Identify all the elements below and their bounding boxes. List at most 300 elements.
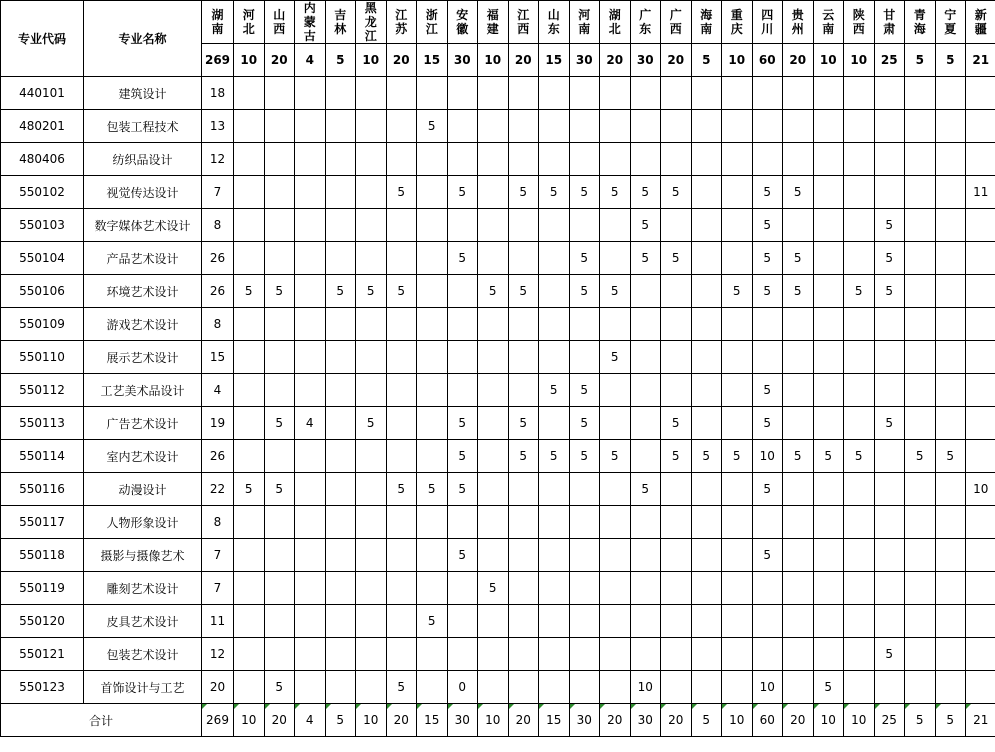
quota-cell xyxy=(386,77,417,110)
quota-cell: 7 xyxy=(202,572,234,605)
table-row xyxy=(1,572,995,605)
quota-cell xyxy=(691,605,722,638)
table-row xyxy=(1,539,995,572)
quota-cell xyxy=(417,506,448,539)
quota-cell xyxy=(478,176,509,209)
quota-cell: 5 xyxy=(569,176,600,209)
quota-cell xyxy=(356,473,387,506)
quota-cell: 4 xyxy=(202,374,234,407)
quota-cell: 5 xyxy=(417,473,448,506)
quota-cell xyxy=(844,539,875,572)
quota-cell xyxy=(874,506,905,539)
major-code-cell: 550114 xyxy=(1,440,84,473)
major-name-cell: 游戏艺术设计 xyxy=(84,308,202,341)
quota-cell xyxy=(783,671,814,704)
quota-cell xyxy=(295,539,326,572)
quota-cell xyxy=(966,671,995,704)
quota-cell xyxy=(935,275,966,308)
quota-cell xyxy=(966,605,995,638)
quota-cell xyxy=(874,440,905,473)
quota-cell xyxy=(874,308,905,341)
quota-cell xyxy=(630,275,661,308)
quota-cell: 5 xyxy=(752,275,783,308)
quota-cell: 10 xyxy=(966,473,995,506)
total-cell: 10 xyxy=(844,704,875,737)
quota-cell xyxy=(844,638,875,671)
quota-cell: 5 xyxy=(600,341,631,374)
quota-cell: 5 xyxy=(630,209,661,242)
total-cell: 269 xyxy=(202,704,234,737)
quota-cell xyxy=(295,473,326,506)
quota-cell: 5 xyxy=(630,473,661,506)
quota-cell xyxy=(600,539,631,572)
quota-cell: 7 xyxy=(202,539,234,572)
quota-cell xyxy=(905,176,936,209)
quota-cell xyxy=(661,671,692,704)
quota-cell: 5 xyxy=(234,275,265,308)
quota-cell xyxy=(966,242,995,275)
quota-cell xyxy=(722,638,753,671)
quota-cell xyxy=(295,77,326,110)
quota-cell xyxy=(874,374,905,407)
quota-cell xyxy=(783,638,814,671)
quota-cell: 5 xyxy=(569,407,600,440)
total-cell: 21 xyxy=(966,704,995,737)
quota-cell xyxy=(783,308,814,341)
quota-cell xyxy=(417,209,448,242)
major-name-cell: 包装工程技术 xyxy=(84,110,202,143)
quota-cell xyxy=(661,275,692,308)
quota-cell xyxy=(478,671,509,704)
quota-cell xyxy=(935,242,966,275)
quota-cell xyxy=(966,143,995,176)
quota-cell xyxy=(539,638,570,671)
province-quota: 60 xyxy=(752,44,783,77)
province-quota: 20 xyxy=(264,44,295,77)
province-header: 江 西 xyxy=(508,1,539,44)
province-quota: 20 xyxy=(508,44,539,77)
quota-cell xyxy=(417,77,448,110)
quota-cell xyxy=(569,638,600,671)
major-name-cell: 室内艺术设计 xyxy=(84,440,202,473)
quota-cell xyxy=(600,638,631,671)
quota-cell xyxy=(234,539,265,572)
quota-cell xyxy=(905,473,936,506)
quota-cell xyxy=(905,572,936,605)
quota-cell xyxy=(417,638,448,671)
quota-cell: 5 xyxy=(417,110,448,143)
table-row xyxy=(1,440,995,473)
quota-cell xyxy=(295,143,326,176)
table-row xyxy=(1,473,995,506)
quota-cell xyxy=(630,341,661,374)
quota-cell xyxy=(783,341,814,374)
quota-cell xyxy=(356,209,387,242)
quota-cell xyxy=(325,440,356,473)
quota-cell xyxy=(691,341,722,374)
major-code-cell: 550116 xyxy=(1,473,84,506)
quota-cell xyxy=(905,209,936,242)
quota-cell xyxy=(630,572,661,605)
major-code-cell: 550106 xyxy=(1,275,84,308)
quota-cell xyxy=(966,440,995,473)
quota-cell xyxy=(752,308,783,341)
quota-cell xyxy=(844,77,875,110)
quota-cell: 8 xyxy=(202,506,234,539)
quota-cell xyxy=(508,605,539,638)
quota-cell xyxy=(691,176,722,209)
quota-cell xyxy=(447,638,478,671)
quota-cell xyxy=(966,539,995,572)
quota-cell xyxy=(661,110,692,143)
quota-cell xyxy=(478,539,509,572)
quota-cell xyxy=(295,440,326,473)
quota-cell xyxy=(905,77,936,110)
quota-cell: 5 xyxy=(752,473,783,506)
quota-cell xyxy=(874,473,905,506)
quota-cell: 11 xyxy=(202,605,234,638)
total-row xyxy=(1,704,995,737)
quota-cell xyxy=(600,506,631,539)
quota-cell xyxy=(752,572,783,605)
quota-cell xyxy=(447,143,478,176)
major-name-cell: 数字媒体艺术设计 xyxy=(84,209,202,242)
quota-cell: 5 xyxy=(447,473,478,506)
total-cell: 5 xyxy=(935,704,966,737)
quota-cell xyxy=(386,341,417,374)
table-row xyxy=(1,308,995,341)
quota-cell: 5 xyxy=(356,275,387,308)
quota-cell xyxy=(966,407,995,440)
quota-cell xyxy=(325,77,356,110)
quota-cell xyxy=(356,341,387,374)
major-name-cell: 环境艺术设计 xyxy=(84,275,202,308)
table-row xyxy=(1,671,995,704)
quota-cell xyxy=(234,638,265,671)
quota-cell xyxy=(325,506,356,539)
quota-cell xyxy=(630,407,661,440)
quota-cell xyxy=(630,638,661,671)
quota-cell xyxy=(569,143,600,176)
quota-cell: 5 xyxy=(783,275,814,308)
province-header: 黑 龙 江 xyxy=(356,1,387,44)
quota-cell xyxy=(508,506,539,539)
province-quota: 10 xyxy=(478,44,509,77)
province-quota: 5 xyxy=(325,44,356,77)
quota-cell xyxy=(478,473,509,506)
quota-cell: 5 xyxy=(325,275,356,308)
quota-cell xyxy=(325,242,356,275)
quota-cell: 26 xyxy=(202,440,234,473)
quota-cell xyxy=(295,242,326,275)
major-code-cell: 480406 xyxy=(1,143,84,176)
total-cell: 20 xyxy=(600,704,631,737)
quota-cell xyxy=(905,539,936,572)
quota-cell: 5 xyxy=(539,440,570,473)
province-header: 河 南 xyxy=(569,1,600,44)
quota-cell xyxy=(234,407,265,440)
quota-cell xyxy=(508,143,539,176)
quota-cell xyxy=(325,209,356,242)
quota-cell xyxy=(417,242,448,275)
total-cell: 30 xyxy=(569,704,600,737)
quota-cell xyxy=(325,671,356,704)
quota-cell xyxy=(813,275,844,308)
quota-cell xyxy=(478,506,509,539)
major-name-cell: 展示艺术设计 xyxy=(84,341,202,374)
quota-cell xyxy=(569,308,600,341)
province-quota: 5 xyxy=(691,44,722,77)
quota-cell xyxy=(478,374,509,407)
quota-cell xyxy=(264,539,295,572)
quota-cell xyxy=(386,374,417,407)
total-cell: 10 xyxy=(234,704,265,737)
province-header: 湖 南 xyxy=(202,1,234,44)
quota-cell xyxy=(600,242,631,275)
table-row xyxy=(1,407,995,440)
quota-cell xyxy=(234,341,265,374)
quota-cell xyxy=(722,539,753,572)
province-quota: 10 xyxy=(844,44,875,77)
major-name-cell: 雕刻艺术设计 xyxy=(84,572,202,605)
quota-cell xyxy=(478,110,509,143)
quota-cell: 5 xyxy=(356,407,387,440)
quota-cell xyxy=(783,572,814,605)
quota-cell: 12 xyxy=(202,143,234,176)
quota-cell xyxy=(264,341,295,374)
quota-cell xyxy=(234,671,265,704)
quota-cell: 5 xyxy=(874,275,905,308)
quota-cell: 18 xyxy=(202,77,234,110)
quota-cell xyxy=(905,143,936,176)
quota-cell xyxy=(691,473,722,506)
quota-cell xyxy=(386,506,417,539)
quota-cell xyxy=(539,407,570,440)
quota-cell xyxy=(813,572,844,605)
quota-cell xyxy=(325,572,356,605)
quota-cell xyxy=(783,506,814,539)
quota-cell xyxy=(630,143,661,176)
quota-cell xyxy=(325,605,356,638)
quota-cell xyxy=(264,110,295,143)
province-quota: 15 xyxy=(417,44,448,77)
quota-cell xyxy=(264,143,295,176)
table-row xyxy=(1,242,995,275)
quota-cell: 5 xyxy=(386,176,417,209)
province-quota: 4 xyxy=(295,44,326,77)
quota-cell xyxy=(386,407,417,440)
major-code-cell: 550119 xyxy=(1,572,84,605)
quota-cell xyxy=(539,506,570,539)
quota-cell xyxy=(813,473,844,506)
quota-cell xyxy=(874,176,905,209)
major-name-cell: 皮具艺术设计 xyxy=(84,605,202,638)
quota-cell xyxy=(386,440,417,473)
table-row xyxy=(1,638,995,671)
quota-cell xyxy=(874,671,905,704)
quota-cell xyxy=(722,209,753,242)
total-cell: 20 xyxy=(661,704,692,737)
province-quota: 15 xyxy=(539,44,570,77)
quota-cell xyxy=(356,539,387,572)
quota-cell xyxy=(722,308,753,341)
quota-cell: 15 xyxy=(202,341,234,374)
total-cell: 10 xyxy=(478,704,509,737)
quota-cell xyxy=(539,572,570,605)
quota-cell xyxy=(539,539,570,572)
quota-cell xyxy=(569,572,600,605)
quota-cell: 5 xyxy=(661,407,692,440)
total-cell: 5 xyxy=(905,704,936,737)
table-row xyxy=(1,77,995,110)
quota-cell xyxy=(935,77,966,110)
quota-cell: 4 xyxy=(295,407,326,440)
province-quota: 30 xyxy=(569,44,600,77)
quota-cell xyxy=(844,176,875,209)
quota-cell xyxy=(386,308,417,341)
quota-cell xyxy=(478,638,509,671)
quota-cell xyxy=(661,605,692,638)
quota-cell xyxy=(813,638,844,671)
quota-cell xyxy=(600,77,631,110)
quota-cell xyxy=(783,209,814,242)
quota-cell xyxy=(600,209,631,242)
quota-cell: 5 xyxy=(447,242,478,275)
quota-cell xyxy=(874,341,905,374)
quota-cell xyxy=(752,341,783,374)
quota-cell xyxy=(356,572,387,605)
quota-cell xyxy=(905,407,936,440)
quota-cell xyxy=(508,341,539,374)
major-name-cell: 动漫设计 xyxy=(84,473,202,506)
quota-cell xyxy=(722,110,753,143)
quota-cell xyxy=(386,605,417,638)
quota-cell xyxy=(844,374,875,407)
province-quota: 10 xyxy=(356,44,387,77)
quota-cell xyxy=(417,341,448,374)
quota-cell: 5 xyxy=(813,671,844,704)
quota-cell: 10 xyxy=(752,440,783,473)
quota-cell xyxy=(722,374,753,407)
quota-cell xyxy=(722,473,753,506)
quota-cell xyxy=(264,308,295,341)
quota-cell xyxy=(783,110,814,143)
quota-cell xyxy=(844,341,875,374)
quota-cell xyxy=(813,176,844,209)
total-cell: 10 xyxy=(813,704,844,737)
quota-cell xyxy=(539,143,570,176)
quota-cell xyxy=(966,308,995,341)
quota-cell: 5 xyxy=(661,440,692,473)
province-header: 新 疆 xyxy=(966,1,995,44)
quota-cell xyxy=(752,605,783,638)
quota-cell xyxy=(447,209,478,242)
quota-cell: 5 xyxy=(874,407,905,440)
quota-cell xyxy=(722,242,753,275)
quota-cell xyxy=(569,110,600,143)
quota-cell xyxy=(691,572,722,605)
quota-cell xyxy=(600,572,631,605)
quota-cell xyxy=(600,143,631,176)
quota-cell xyxy=(325,638,356,671)
total-cell: 20 xyxy=(508,704,539,737)
quota-cell xyxy=(630,539,661,572)
quota-cell xyxy=(386,539,417,572)
total-cell: 4 xyxy=(295,704,326,737)
quota-cell xyxy=(844,671,875,704)
quota-cell: 5 xyxy=(874,209,905,242)
quota-cell xyxy=(539,671,570,704)
quota-cell xyxy=(478,605,509,638)
quota-cell: 5 xyxy=(508,176,539,209)
quota-cell xyxy=(386,242,417,275)
major-name-cell: 工艺美术品设计 xyxy=(84,374,202,407)
quota-cell xyxy=(905,506,936,539)
quota-cell xyxy=(386,209,417,242)
quota-cell xyxy=(234,143,265,176)
quota-cell xyxy=(783,77,814,110)
quota-cell xyxy=(691,308,722,341)
quota-cell: 0 xyxy=(447,671,478,704)
quota-cell xyxy=(752,143,783,176)
quota-cell xyxy=(478,77,509,110)
quota-cell xyxy=(752,638,783,671)
quota-cell xyxy=(691,506,722,539)
quota-cell xyxy=(356,671,387,704)
quota-cell xyxy=(325,473,356,506)
quota-cell xyxy=(630,308,661,341)
quota-cell xyxy=(691,209,722,242)
quota-cell xyxy=(966,374,995,407)
quota-cell: 5 xyxy=(752,176,783,209)
quota-cell xyxy=(508,539,539,572)
quota-cell xyxy=(661,77,692,110)
quota-cell xyxy=(478,209,509,242)
quota-cell xyxy=(783,407,814,440)
total-cell: 30 xyxy=(630,704,661,737)
quota-cell xyxy=(417,572,448,605)
quota-cell: 5 xyxy=(539,374,570,407)
province-header: 山 西 xyxy=(264,1,295,44)
quota-cell xyxy=(478,308,509,341)
quota-cell: 26 xyxy=(202,242,234,275)
quota-cell xyxy=(569,506,600,539)
quota-cell xyxy=(417,308,448,341)
quota-cell xyxy=(905,308,936,341)
province-header: 甘 肃 xyxy=(874,1,905,44)
major-code-cell: 550118 xyxy=(1,539,84,572)
quota-cell xyxy=(722,407,753,440)
quota-cell xyxy=(813,341,844,374)
quota-cell xyxy=(264,242,295,275)
quota-cell xyxy=(966,209,995,242)
major-code-cell: 550112 xyxy=(1,374,84,407)
quota-cell: 5 xyxy=(844,275,875,308)
quota-cell xyxy=(325,176,356,209)
quota-cell xyxy=(234,374,265,407)
quota-cell xyxy=(905,110,936,143)
quota-cell xyxy=(630,506,661,539)
quota-cell xyxy=(844,308,875,341)
quota-cell xyxy=(447,572,478,605)
quota-cell xyxy=(356,374,387,407)
province-header: 青 海 xyxy=(905,1,936,44)
quota-cell xyxy=(783,539,814,572)
province-header: 福 建 xyxy=(478,1,509,44)
quota-cell: 5 xyxy=(630,242,661,275)
quota-cell: 5 xyxy=(844,440,875,473)
quota-cell xyxy=(813,506,844,539)
